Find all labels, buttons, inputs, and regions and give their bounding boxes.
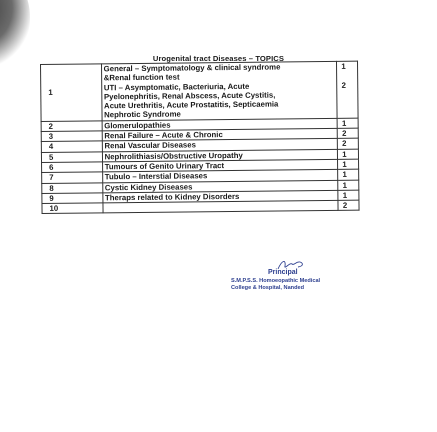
hours-value: 1	[342, 170, 347, 180]
topics-table	[40, 61, 360, 215]
topic-number: 1	[41, 64, 102, 121]
topic-cell	[101, 61, 337, 120]
topic-number: 2	[41, 121, 102, 132]
hours-cell	[338, 200, 359, 211]
topic-line: Nephrotic Syndrome	[104, 110, 181, 120]
hours-value: 1	[342, 180, 347, 190]
topic-number: 4	[41, 141, 102, 152]
hours-cell	[338, 190, 359, 201]
hours-value: 2	[342, 200, 348, 210]
seal-institution-line: S.M.P.S.S. Homoeopathic Medical	[231, 278, 321, 284]
table-row	[42, 200, 359, 214]
hours-value	[342, 90, 356, 99]
hours-cell	[338, 159, 359, 170]
topic-line: General – Symptomatology & clinical syndrome	[103, 62, 281, 74]
hours-cell	[338, 169, 359, 180]
topics-table-body	[41, 61, 360, 214]
topic-number: 7	[42, 172, 103, 183]
topic-number: 8	[42, 182, 103, 193]
hours-cell	[337, 118, 358, 129]
hours-value: 2	[341, 80, 346, 90]
topic-line: Pyelonephritis, Renal Abscess, Acute Cystitis,	[103, 90, 276, 102]
hours-value	[342, 108, 356, 117]
hours-cell	[338, 139, 359, 150]
hours-cell	[338, 180, 359, 191]
table-row	[41, 61, 359, 121]
hours-cell	[337, 61, 358, 118]
hours-cell	[338, 149, 359, 160]
topic-line: Cystic Kidney Diseases	[104, 181, 193, 192]
page-title: Urogenital tract Diseases – TOPICS	[152, 54, 285, 63]
topic-line: Acute Urethritis, Acute Prostatitis, Septicaemia	[103, 99, 279, 111]
hours-value: 1	[341, 118, 347, 128]
topic-line: &Renal function test	[103, 72, 180, 83]
hours-value: 1	[342, 159, 347, 169]
hours-value	[341, 71, 355, 80]
hours-value: 2	[342, 139, 347, 149]
hours-value: 1	[342, 190, 348, 200]
hours-value	[342, 99, 356, 108]
topic-line: Renal Vascular Diseases	[104, 140, 196, 151]
topic-line: Renal Failure – Acute & Chronic	[104, 130, 223, 141]
topic-line	[105, 201, 336, 213]
principal-label: Principal	[268, 269, 298, 276]
topic-number: 5	[41, 152, 102, 163]
hours-value: 2	[341, 128, 347, 138]
topic-number: 9	[42, 193, 103, 204]
topic-line: Glomerulopathies	[104, 120, 171, 131]
topic-line: UTI – Asymptomatic, Bacteriuria, Acute	[103, 81, 250, 92]
hours-cell	[337, 128, 358, 139]
hours-value: 1	[342, 149, 347, 159]
topic-number: 10	[42, 203, 103, 214]
topic-cell	[103, 201, 339, 214]
hours-value: 1	[341, 61, 346, 71]
topic-number: 3	[41, 131, 102, 142]
topic-line: Theraps related to Kidney Disorders	[104, 191, 240, 203]
seal-location-line: College & Hospital, Nanded	[231, 285, 305, 291]
topic-number: 6	[42, 162, 103, 173]
topic-line: Tubulo – Interstial Diseases	[104, 171, 208, 182]
topic-line: Nephrolithiasis/Obstructive Uropathy	[104, 150, 243, 162]
topic-line: Tumours of Genito Urinary Tract	[104, 161, 225, 172]
